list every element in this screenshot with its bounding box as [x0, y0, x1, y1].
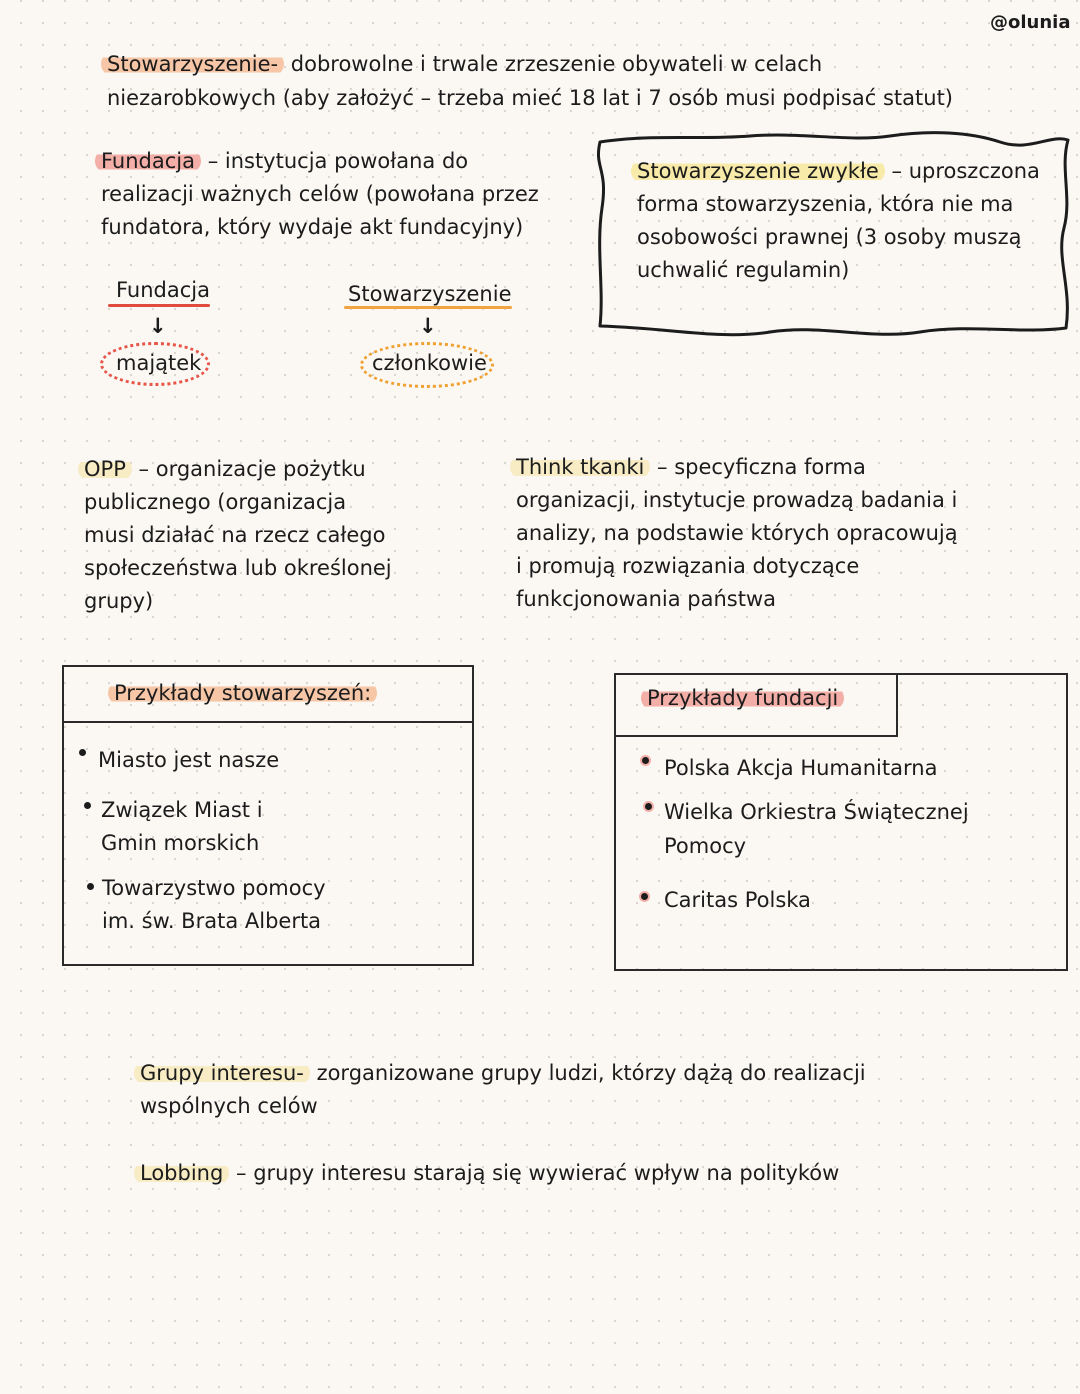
opp-line4: społeczeństwa lub określonej: [84, 556, 392, 580]
fundacja-def-line1: – instytucja powołana do: [207, 149, 469, 173]
lobbing-term: Lobbing: [134, 1161, 229, 1185]
przyklady-stowarzyszen-title: Przykłady stowarzyszeń:: [108, 681, 377, 705]
stowarzyszenie-underline: [344, 306, 512, 309]
fundacja-term: Fundacja: [95, 149, 201, 173]
stowarzyszenie-def-line2: niezarobkowych (aby założyć – trzeba mieć 18 lat i 7 osób musi podpisać statut): [107, 86, 953, 110]
diagram-czlonkowie-label: członkowie: [372, 351, 487, 375]
bullet-icon: [87, 883, 94, 890]
author-handle: @olunia: [990, 12, 1071, 33]
diagram-majatek-label: majątek: [116, 351, 202, 375]
fundacja-underline: [108, 304, 210, 307]
fundacja-def-line3: fundatora, który wydaje akt fundacyjny): [101, 215, 524, 239]
stowarzyszenie-example-3-line2: im. św. Brata Alberta: [102, 909, 322, 933]
stowarzyszenie-example-1: Miasto jest nasze: [98, 748, 280, 772]
fundacja-example-2-line1: Wielka Orkiestra Świątecznej: [664, 800, 969, 824]
stowarzyszenie-zwykle-term: Stowarzyszenie zwykłe: [631, 159, 885, 183]
think-tanki-line1: – specyficzna forma: [657, 455, 866, 479]
fundacja-example-2-line2: Pomocy: [664, 834, 747, 858]
stowarzyszenie-example-2-line2: Gmin morskich: [101, 831, 260, 855]
stowarzyszenie-zwykle-line3: osobowości prawnej (3 osoby muszą: [637, 225, 1022, 249]
fundacja-example-3: Caritas Polska: [664, 888, 811, 912]
bullet-icon: [641, 893, 648, 900]
stowarzyszenie-def-line1: dobrowolne i trwale zrzeszenie obywateli w celach: [290, 52, 823, 76]
down-arrow-icon: ↓: [149, 314, 167, 338]
bullet-icon: [642, 757, 649, 764]
fundacja-def-line2: realizacji ważnych celów (powołana przez: [101, 182, 539, 206]
think-tanki-line4: i promują rozwiązania dotyczące: [516, 554, 860, 578]
stowarzyszenie-term: Stowarzyszenie-: [101, 52, 284, 76]
diagram-fundacja-label: Fundacja: [116, 278, 210, 302]
stowarzyszenie-example-2-line1: Związek Miast i: [101, 798, 263, 822]
think-tanki-line2: organizacji, instytucje prowadzą badania i: [516, 488, 958, 512]
stowarzyszenie-zwykle-line1: – uproszczona: [891, 159, 1040, 183]
think-tanki-line5: funkcjonowania państwa: [516, 587, 777, 611]
think-tanki-term: Think tkanki: [510, 455, 650, 479]
down-arrow-icon: ↓: [419, 314, 437, 338]
opp-term: OPP: [78, 457, 132, 481]
opp-line5: grupy): [84, 589, 154, 613]
diagram-stowarzyszenie-label: Stowarzyszenie: [348, 282, 512, 306]
grupy-interesu-term: Grupy interesu-: [134, 1061, 310, 1085]
grupy-interesu-line1: zorganizowane grupy ludzi, którzy dążą do realizacji: [316, 1061, 866, 1085]
bullet-icon: [645, 803, 652, 810]
fundacja-example-1: Polska Akcja Humanitarna: [664, 756, 938, 780]
lobbing-line1: – grupy interesu starają się wywierać wpływ na polityków: [236, 1161, 840, 1185]
opp-line1: – organizacje pożytku: [138, 457, 366, 481]
stowarzyszenie-example-3-line1: Towarzystwo pomocy: [102, 876, 326, 900]
header-divider: [64, 721, 474, 723]
opp-line3: musi działać na rzecz całego: [84, 523, 386, 547]
stowarzyszenie-zwykle-line2: forma stowarzyszenia, która nie ma: [637, 192, 1014, 216]
grupy-interesu-line2: wspólnych celów: [140, 1094, 318, 1118]
bullet-icon: [79, 749, 86, 756]
opp-line2: publicznego (organizacja: [84, 490, 347, 514]
przyklady-fundacji-title: Przykłady fundacji: [641, 686, 844, 710]
think-tanki-line3: analizy, na podstawie których opracowują: [516, 521, 958, 545]
stowarzyszenie-zwykle-line4: uchwalić regulamin): [637, 258, 850, 282]
bullet-icon: [84, 802, 91, 809]
